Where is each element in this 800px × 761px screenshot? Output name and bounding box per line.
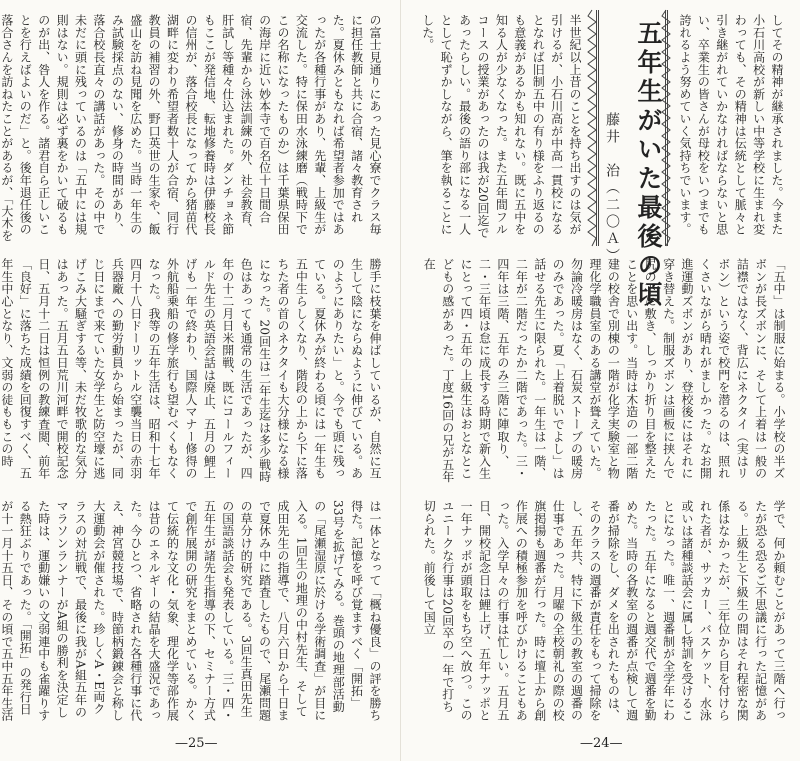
page-number-25: —25— [175,736,218,751]
page-number-24: —24— [580,736,623,751]
article-author: 藤井 治（二〇Ａ） [604,112,620,265]
page-25-middle-text: 勝手に枝葉を伸ばしているが、自然に互生して陰にならぬように伸びている。あのようにありたい」と。今でも頭に残っている。夏休みが終わる頃には一年生も五中生らしくなり、階段の上から下に落ちた者の首のネクタイも大分様になる様になった。20回生は二年生迄は多少戦時色はあっても通常の生活であったが、四年の十二月日米開戦、既にコールフィールド先生の英語会話は廃止、五月の鯉上げも一年で終わり、国際人マナー修得の外航船乗船の修学旅行も望むべくもなくなった。我等の五年生活は、昭和十七年四月十八日ドーリットル空襲当日の赤羽兵器廠への勤労動員から始まったが、同じ日にまで来ていた女学生と防空壕に逃げこみ大騒ぎする等、未だ牧歌的な気分はあった。五月五日荒川河畔で開校記念日、五月十二日は恒例の教練査閲、前年「良好」に落ちた成績を回復すべく、五年生中心となり、文弱の徒ももこの時 [0,258,382,483]
title-zigzag-left [588,10,596,246]
page-24 [400,0,800,761]
page-24-upper-block [412,14,584,246]
page-25-upper-text: の富士見通りにあった見心寮でクラス毎に担任教師と共に合宿、諸々教育された。夏休みともなれば希望者参加ではあったが各種行事があり、先輩、上級生が交流した。特に保田水泳練磨（戦時下でこの名称になったものか）は千葉県保田の海岸に近い妙本寺で百名位十日間合宿、先輩から泳法訓練の外、社会教育、肝試し等種々仕込まれた。ダンチョネ節もここが発信地、転地修養時は伊藤校長の信州が、落合校長になってから猪苗代湖畔に変わり希望者数十人が合宿、同行教員の補習の外、野口英世の生家や、飯盛山を訪ね見聞を広めた。当時一年生のみ試験採点のない、修身の時間があり、落合校長直々の講話があった。その中で未だに頭に残っているのは「五中には規則はない。規則は必ず裏をかいて破るものが出、咎人を作る。諸君自ら正しいことを行えばよいのだ」と。後年退任後の落合さんを訪ねたことがあるが、「大木を [0,14,382,242]
page-24-lower-block [412,500,788,722]
page-24-middle-block [412,258,788,490]
page-25-upper-block [0,14,384,246]
page-24-intro-block [668,14,786,246]
page-25-lower-text: は一体となって「概ね優良」の評を勝ち得た。記憶を呼び覚ますべく「開拓」33号を拡げてみる。巻頭の地理部活動の「尾瀬湿原に於ける学術調査」が目に入る。1回生の地理の中村先生、そして成田先生の指導で、八月六日から十日まで夏休み中に踏査したもので、尾瀬問題の草分け的研究である。3回生真田先生の国語談話会も発表している。三・四・五年生が諸先生指導の下、セミナー方式で創作展開の研究をまとめている。かくて伝統的な文化・気象、理化学等部作展は昔のエネルギーの結晶を大盛況であった。今ひとつ、省略された各種行事に代え、神宮競技場で、時節柄鍛錬会と称し大運動会が催された。珍しくA・E両クラスの対抗戦で、最後に我がA組五年のマラソンランナーがA組の勝利を決定した時は、運動嫌いの文弱連中も雀躍りする熱狂ぶりであった。「開拓」の発行日が十一月十五日、その頃で五中五年生活 [0,500,382,722]
page-24-lower-text: 学で、何か頼むことがあって三階へ行ったが恐る恐るご不思議に行った記憶がある。上級生と下級生の間はそれ程密な関係はなかったが、三年位から目を付けられた者が、サッカー、バスケット、水泳或いは諸種談話会に属し特訓を受けることになった。唯一、週番制が全学年にわたった。五年になると週交代で週番を勤めた。当時の各教室の週番が点検して週番が掃除をし、ダメを出されたものは、そのクラスの週番が責任をもって掃除をし、五年共、特に下級生の教室の週番の仕事であった。月曜の全校朝礼の際の校旗掲揚も週番が行った。時に壇上から創作展への積極参加を呼びかけることもあった。入学早々の行事は忙しい。五月五日、開校記念日は鯉上げ、五年ナッポと一年ナッポが頭取をもち空へ放つ。このユニークな行事は20回卒の一年で打ち切られた。前後して国立 [422,500,786,722]
page-25-lower-block [0,500,384,722]
page-24-upper-text: 半世紀以上昔のことを持ち出すのは気が引けるが、小石川高が中高一貫校になるとなれば旧制五中の有り様をふり返るのも意義があるかも知れない。既に五中を知る人が少なくなった。また五年間フルコースの授業があったのは我が20回迄であったらしい。最後の語り部になる一人として恥ずかしながら、筆を執ることにした。 [420,14,582,239]
page-24-intro-text: してその精神が継承されました。今また小石川高校が新しい中等学校に生まれ変わっても、その精神は伝統として脈々と引き継がれていかなければならないと思い、卒業生の皆さんが母校をいつまでも誇れるよう努めていく気持ちでいます。 [677,14,784,236]
page-24-middle-text: 「五中」は制服に始まる。小学校の半ズボンが長ズボンに、そして上着は一般の詰襟ではなく、背広にネクタイ（実はリボン）という姿で校門を潜るのは、照れくさいながら晴れがましかった。なお開進運動ズボンがあり、登校後にはそれに穿き替えた。制服ズボンは画板に挟んで尻の下に敷き、しっかり折り目を整えたことを思い出す。当時は木造の一部二階建の校舎で別棟の一階が化学実験室と物理化学職員室のある講堂が聳えていた。勿論冷暖房はなく、石炭ストーブの暖房のみであった。夏「上着脱いでよし」は話せる先生に限られた。一年生は一階、二年が二階だったか二階であった。三・四年は三階、五年のみ三階に陣取り、二・三年頃は怠に成長する時期で新入生にとって四・五年の上級生はおとなとこどもの感があった。丁度16回の兄が五年在 [422,258,786,483]
article-title: 五年生がいた最後の頃 [634,20,663,310]
page-25-middle-block [0,258,384,490]
